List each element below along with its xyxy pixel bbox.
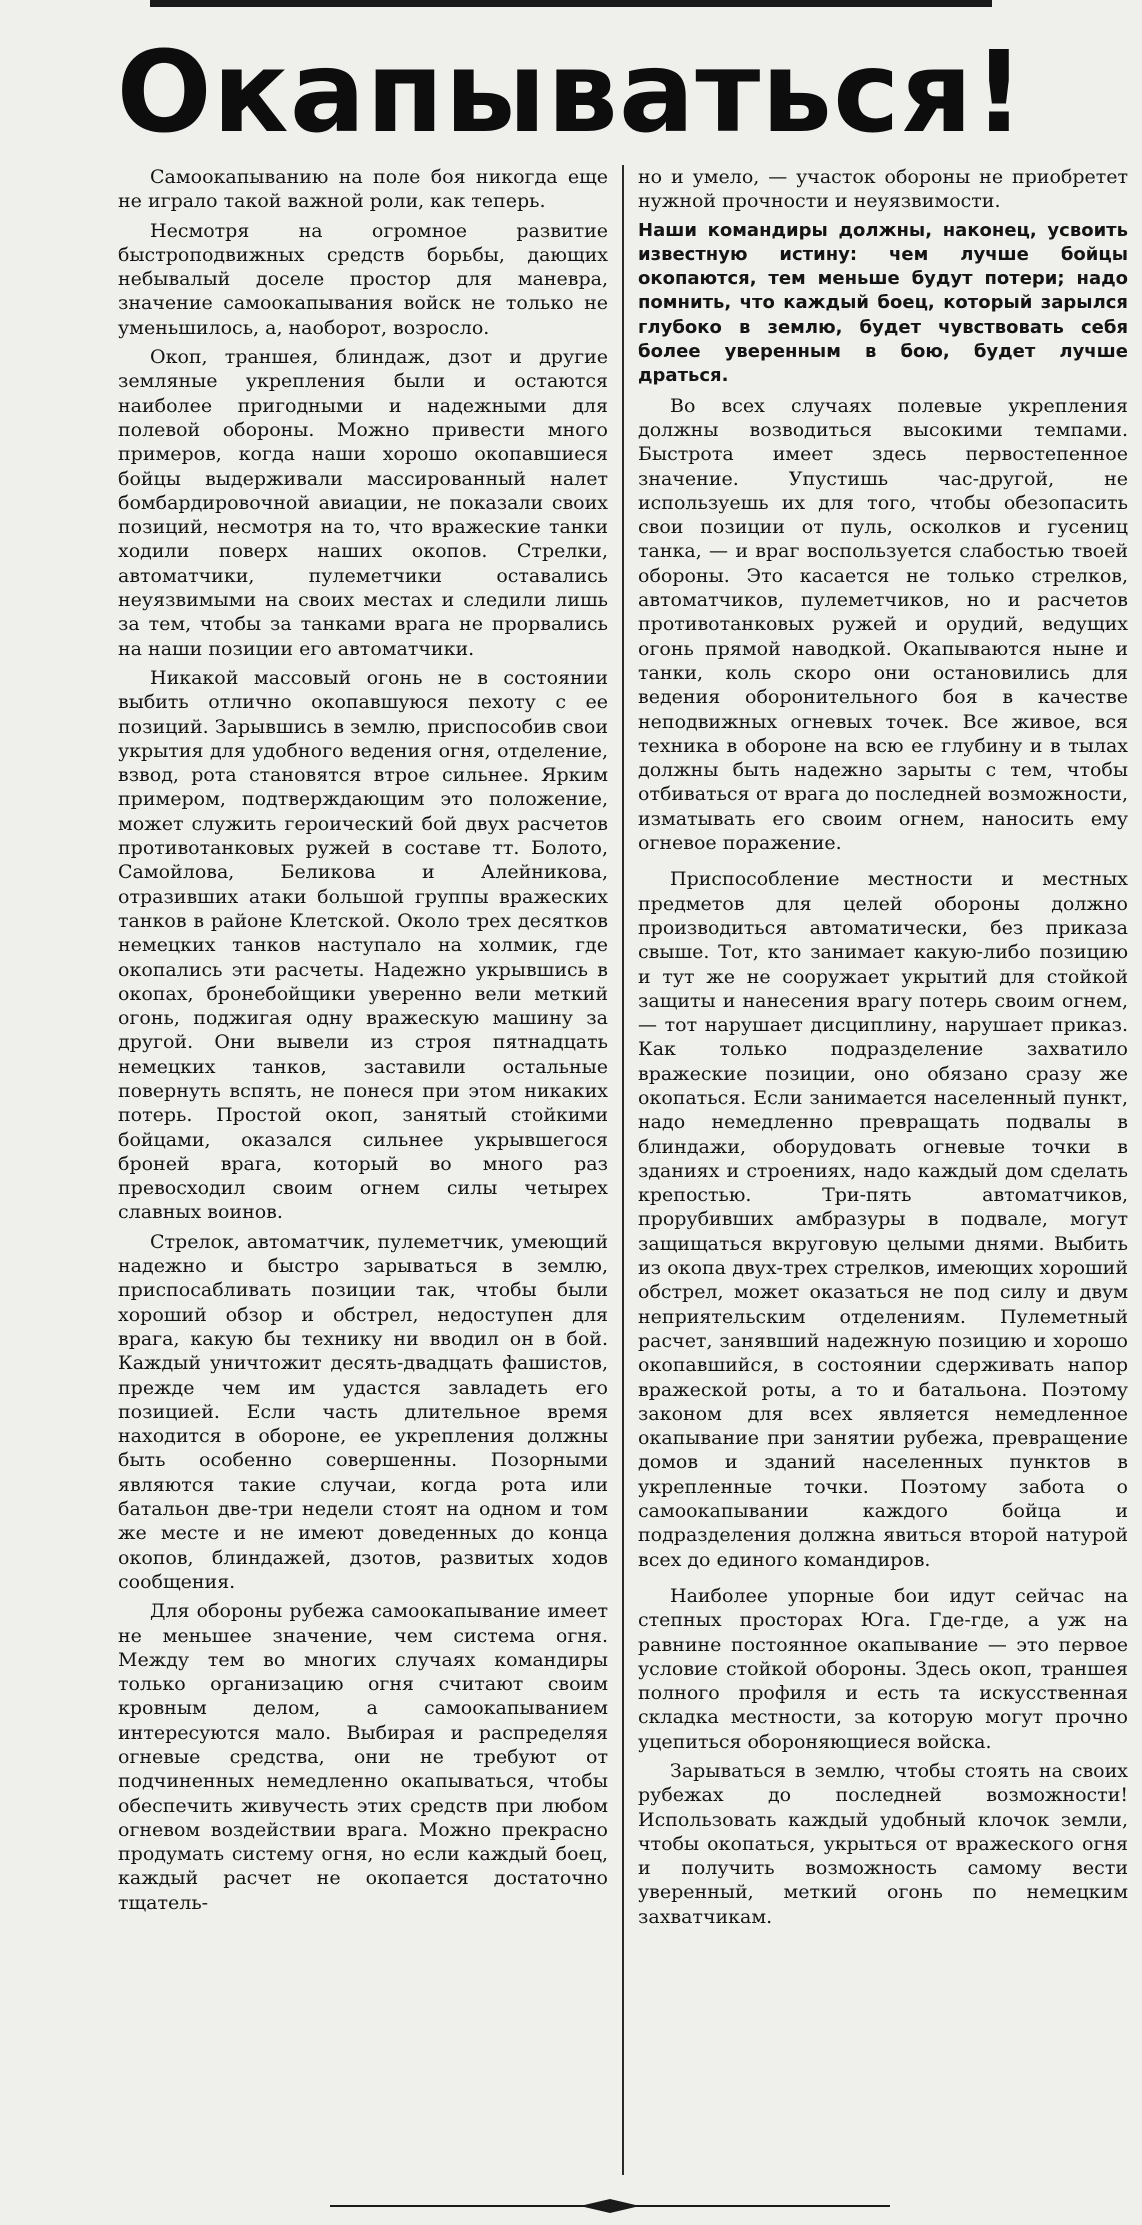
- paragraph: Самоокапыванию на поле боя никогда еще не играло такой важной роли, как теперь.: [118, 166, 608, 213]
- bottom-ornament: [330, 2198, 890, 2214]
- paragraph: Зарываться в землю, чтобы стоять на своих рубежах до последней возможности! Использовать каждый удобный клочок земли, чтобы окопаться, укрыться от вражеского огня и получить возможность самому вести уверенный, меткий огонь по немецким захватчикам.: [638, 1760, 1128, 1928]
- headline: Окапываться!: [116, 28, 1026, 158]
- paragraph: Стрелок, автоматчик, пулеметчик, умеющий надежно и быстро зарываться в землю, приспосабливать позиции так, чтобы были хороший обзор и обстрел, недоступен для врага, какую бы технику ни вводил он в бой. Каждый уничтожит десять-двадцать фашистов, прежде чем им удастся завладеть его позицией. Если часть длительное время находится в обороне, ее укрепления должны быть особенно совершенны. Позорными являются такие случаи, когда рота или батальон две-три недели стоят на одном и том же месте и не имеют доведенных до конца окопов, блиндажей, дзотов, развитых ходов сообщения.: [118, 1230, 608, 1593]
- paragraph-continued: но и умело, — участок обороны не приобретет нужной прочности и неуязвимости.: [638, 166, 1128, 213]
- paragraph: Окоп, траншея, блиндаж, дзот и другие земляные укрепления были и остаются наиболее пригодными и надежными для полевой обороны. Можно привести много примеров, когда наши хорошо окопавшиеся бойцы выдерживали массированный налет бомбардировочной авиации, не показали своих позиций, несмотря на то, что вражеские танки ходили поверх наших окопов. Стрелки, автоматчики, пулеметчики оставались неуязвимыми на своих местах и следили лишь за тем, чтобы за танками врага не прорвались на наши позиции его автоматчики.: [118, 346, 608, 660]
- paragraph: Приспособление местности и местных предметов для целей обороны должно производиться автоматически, без приказа свыше. Тот, кто занимает какую-либо позицию и тут же не сооружает укрытий для стойкой защиты и нанесения врагу потерь своим огнем, — тот нарушает дисциплину, нарушает приказ. Как только подразделение захватило вражеские позиции, оно обязано сразу же окопаться. Если занимается населенный пункт, надо немедленно превращать подвалы в блиндажи, оборудовать огневые точки в зданиях и строениях, надо каждый дом сделать крепостью. Три-пять автоматчиков, прорубивших амбразуры в подвале, могут защищаться вкруговую целыми днями. Выбить из окопа двух-трех стрелков, имеющих хороший обстрел, может оказаться не под силу и двум неприятельским отделениям. Пулеметный расчет, занявший надежную позицию и хорошо окопавшийся, в состоянии сдерживать напор вражеской роты, а то и батальона. Поэтому законом для всех является немедленное окапывание при занятии рубежа, превращение домов и зданий населенных пунктов в укрепленные точки. Поэтому забота о самоокапывании каждого бойца и подразделения должна явиться второй натурой всех до единого командиров.: [638, 868, 1128, 1571]
- top-rule: [150, 0, 992, 7]
- left-column: [118, 165, 608, 2175]
- paragraph: Наиболее упорные бои идут сейчас на степных просторах Юга. Где-где, а уж на равнине постоянное окапывание — это первое условие стойкой обороны. Здесь окоп, траншея полного профиля и есть та искусственная складка местности, за которую могут прочно уцепиться обороняющиеся войска.: [638, 1584, 1128, 1753]
- paragraph: Во всех случаях полевые укрепления должны возводиться высокими темпами. Быстрота имеет здесь первостепенное значение. Упустишь час-другой, не используешь их для того, чтобы обезопасить свои позиции от пуль, осколков и гусениц танка, — и враг воспользуется слабостью твоей обороны. Это касается не только стрелков, автоматчиков, пулеметчиков, но и расчетов противотанковых ружей и орудий, ведущих огонь прямой наводкой. Окапываются ныне и танки, коль скоро они остановились для ведения оборонительного боя в качестве неподвижных огневых точек. Все живое, вся техника в обороне на всю ее глубину и в тылах должны быть надежно зарыты с тем, чтобы отбиваться от врага до последней возможности, изматывать его своим огнем, наносить ему огневое поражение.: [638, 394, 1128, 855]
- bold-paragraph: Наши командиры должны, наконец, усвоить известную истину: чем лучше бойцы окопаются, тем меньше будут потери; надо помнить, что каждый боец, который зарылся глубоко в землю, будет чувствовать себя более уверенным в бою, будет лучше драться.: [638, 219, 1128, 387]
- right-column: [638, 165, 1128, 2175]
- paragraph: Несмотря на огромное развитие быстроподвижных средств борьбы, дающих небывалый доселе простор для маневра, значение самоокапывания войск не только не уменьшилось, а, наоборот, возросло.: [118, 219, 608, 339]
- paragraph: Никакой массовый огонь не в состоянии выбить отлично окопавшуюся пехоту с ее позиций. Зарывшись в землю, приспособив свои укрытия для удобного ведения огня, отделение, взвод, рота становятся втрое сильнее. Ярким примером, подтверждающим это положение, может служить героический бой двух расчетов противотанковых ружей в составе тт. Болото, Самойлова, Беликова и Алейникова, отразивших атаки большой группы вражеских танков в районе Клетской. Около трех десятков немецких танков наступало на холмик, где окопались эти расчеты. Надежно укрывшись в окопах, бронебойщики уверенно вели меткий огонь, поджигая одну вражескую машину за другой. Они вывели из строя пятнадцать немецких танков, заставили остальные повернуть вспять, не понеся при этом никаких потерь. Простой окоп, занятый стойкими бойцами, оказался сильнее укрывшегося броней врага, который во много раз превосходил своим огнем силы четырех славных воинов.: [118, 666, 608, 1224]
- article-body: [118, 165, 1128, 2175]
- paragraph: Для обороны рубежа самоокапывание имеет не меньшее значение, чем система огня. Между тем во многих случаях командиры только организацию огня считают своим кровным делом, а самоокапыванием интересуются мало. Выбирая и распределяя огневые средства, они не требуют от подчиненных немедленно окапываться, чтобы обеспечить живучесть этих средств при любом огневом воздействии врага. Можно прекрасно продумать систему огня, но если каждый боец, каждый расчет не окопается достаточно тщатель-: [118, 1600, 608, 1914]
- column-divider: [622, 165, 624, 2175]
